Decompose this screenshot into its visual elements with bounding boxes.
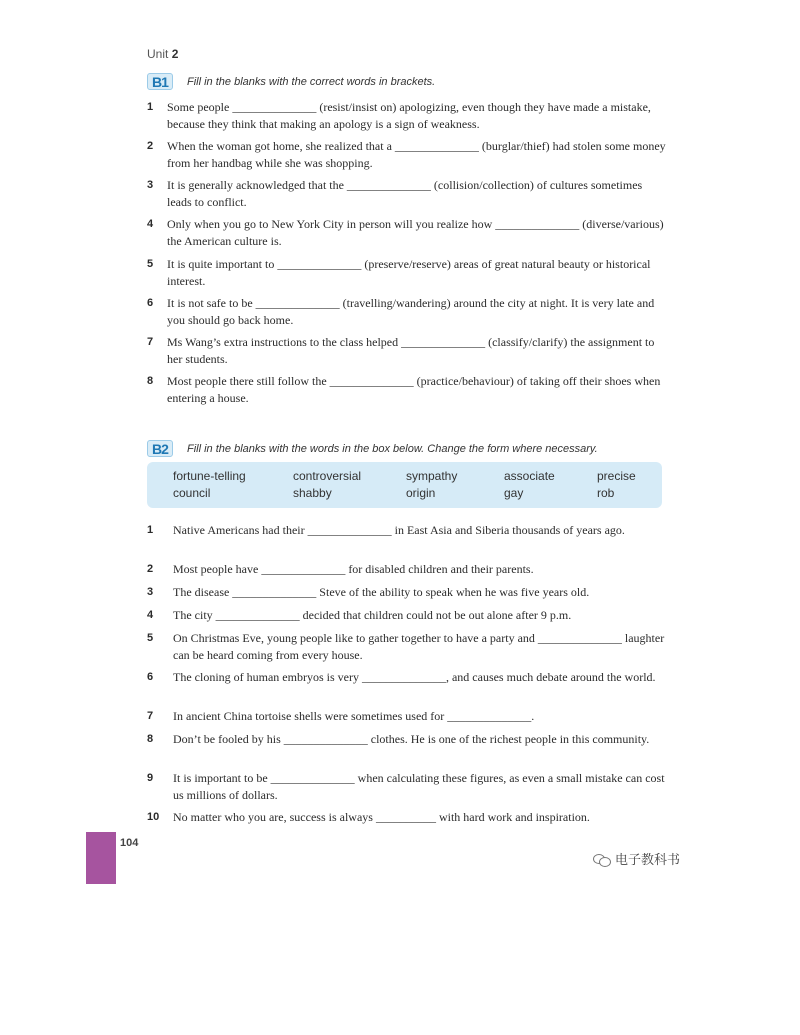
question-text: Most people have ______________ for disabled children and their parents. — [173, 562, 534, 576]
word-box-item: gay — [504, 486, 524, 500]
question-number: 1 — [147, 101, 154, 113]
question-number: 7 — [147, 710, 154, 722]
page-number: 104 — [120, 837, 139, 849]
watermark — [593, 849, 680, 868]
question-number: 9 — [147, 772, 154, 784]
b2-question — [147, 607, 667, 624]
question-number: 6 — [147, 297, 154, 309]
b2-question — [147, 809, 667, 826]
section-b1-header — [147, 73, 435, 90]
question-text: Ms Wang’s extra instructions to the class helped ______________ (classify/clarify) the assignment to her students. — [167, 335, 655, 366]
page-edge-tab — [86, 832, 116, 884]
question-text: It is generally acknowledged that the ______________ (collision/collection) of cultures sometimes leads to conflict. — [167, 178, 643, 209]
question-text: The city ______________ decided that children could not be out alone after 9 p.m. — [173, 608, 572, 622]
wechat-icon — [593, 853, 611, 865]
word-box-item: origin — [406, 486, 436, 500]
word-box-item: rob — [597, 486, 615, 500]
b1-question — [147, 295, 667, 329]
word-box-item: sympathy — [406, 469, 458, 483]
question-number: 3 — [147, 179, 154, 191]
section-b1-badge: B1 — [147, 73, 173, 90]
word-box-item: precise — [597, 469, 636, 483]
word-box-item: fortune-telling — [173, 469, 246, 483]
word-box-item: shabby — [293, 486, 332, 500]
question-number: 10 — [147, 811, 160, 823]
question-number: 4 — [147, 609, 154, 621]
question-number: 7 — [147, 336, 154, 348]
question-text: The cloning of human embryos is very ______________, and causes much debate around the world. — [173, 670, 656, 684]
b1-question — [147, 334, 667, 368]
question-text: The disease ______________ Steve of the ability to speak when he was five years old. — [173, 585, 590, 599]
word-box — [147, 462, 662, 508]
question-text: Native Americans had their ______________ in East Asia and Siberia thousands of years ago. — [173, 523, 625, 537]
section-b2-badge: B2 — [147, 440, 173, 457]
unit-heading — [147, 47, 178, 61]
question-text: Only when you go to New York City in person will you realize how ______________ (diverse/various) the American culture is. — [167, 217, 664, 248]
b1-question — [147, 216, 667, 250]
b1-question — [147, 373, 667, 407]
b1-question — [147, 177, 667, 211]
b2-question — [147, 731, 667, 748]
question-number: 4 — [147, 218, 154, 230]
b2-question — [147, 522, 667, 539]
question-text: Most people there still follow the ______________ (practice/behaviour) of taking off their shoes when entering a house. — [167, 374, 661, 405]
unit-number: 2 — [171, 47, 179, 61]
word-box-item: council — [173, 486, 211, 500]
question-number: 5 — [147, 258, 154, 270]
question-text: On Christmas Eve, young people like to gather together to have a party and ______________ laughter can be heard coming from every house. — [173, 631, 665, 662]
question-number: 8 — [147, 733, 154, 745]
question-text: No matter who you are, success is always __________ with hard work and inspiration. — [173, 810, 590, 824]
word-box-item: controversial — [293, 469, 362, 483]
question-text: In ancient China tortoise shells were sometimes used for ______________. — [173, 709, 535, 723]
b2-question — [147, 561, 667, 578]
b2-question — [147, 770, 667, 804]
b2-question — [147, 630, 667, 664]
watermark-text: 电子教科书 — [615, 853, 681, 868]
question-number: 2 — [147, 140, 154, 152]
b1-question — [147, 256, 667, 290]
unit-label: Unit — [147, 47, 169, 61]
b1-question — [147, 138, 667, 172]
word-box-item: associate — [504, 469, 555, 483]
question-text: When the woman got home, she realized that a ______________ (burglar/thief) had stolen some money from her handbag while she was shopping. — [167, 139, 666, 170]
question-number: 5 — [147, 632, 154, 644]
question-text: It is quite important to ______________ (preserve/reserve) areas of great natural beauty or historical interest. — [167, 257, 651, 288]
section-b2-instruction: Fill in the blanks with the words in the box below. Change the form where necessary. — [187, 442, 598, 455]
question-number: 1 — [147, 524, 154, 536]
section-b2-header — [147, 440, 598, 457]
b2-question — [147, 669, 667, 686]
question-text: It is not safe to be ______________ (travelling/wandering) around the city at night. It is very late and you should go back home. — [167, 296, 655, 327]
b2-question — [147, 584, 667, 601]
question-text: Don’t be fooled by his ______________ clothes. He is one of the richest people in this community. — [173, 732, 650, 746]
section-b1-instruction: Fill in the blanks with the correct words in brackets. — [187, 75, 436, 88]
b1-question — [147, 99, 667, 133]
question-number: 6 — [147, 671, 154, 683]
b2-question — [147, 708, 667, 725]
question-number: 3 — [147, 586, 154, 598]
question-number: 8 — [147, 375, 154, 387]
question-text: It is important to be ______________ when calculating these figures, as even a small mistake can cost us millions of dollars. — [173, 771, 665, 802]
question-text: Some people ______________ (resist/insist on) apologizing, even though they have made a mistake, because they think that making an apology is a sign of weakness. — [167, 100, 651, 131]
question-number: 2 — [147, 563, 154, 575]
